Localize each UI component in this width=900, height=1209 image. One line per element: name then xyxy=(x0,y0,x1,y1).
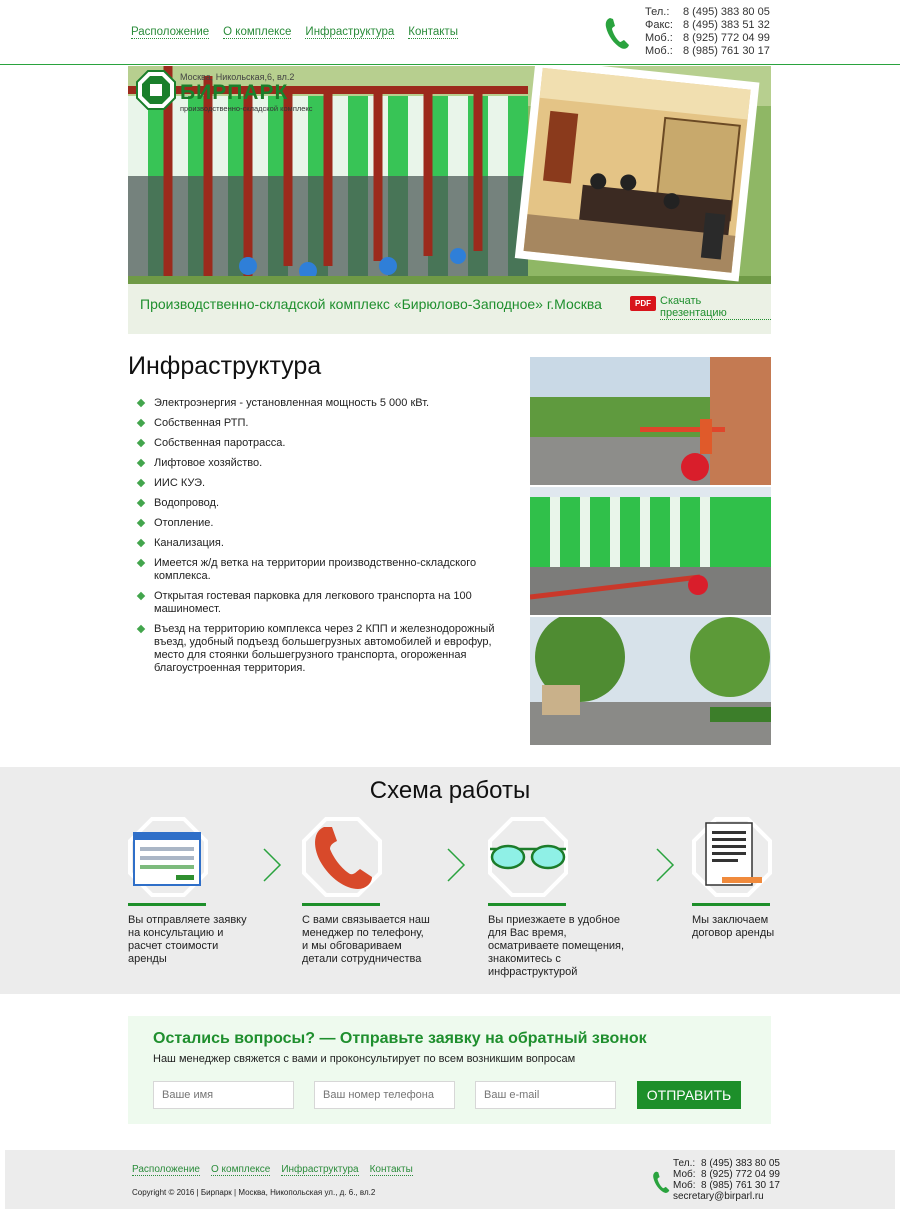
bullet-icon xyxy=(137,559,145,567)
chevron-right-icon xyxy=(446,847,466,883)
footer-nav-infrastructure[interactable]: Инфраструктура xyxy=(281,1164,359,1175)
bullet-icon xyxy=(137,439,145,447)
step-underline xyxy=(128,903,206,906)
name-input[interactable] xyxy=(153,1081,294,1109)
callback-subtitle: Наш менеджер свяжется с вами и проконсультирует по всем возникшим вопросам xyxy=(153,1053,576,1065)
footer-nav xyxy=(132,1164,413,1176)
step-underline xyxy=(488,903,566,906)
banner-caption: Производственно-складской комплекс «Бирюлово-Заподное» г.Москва xyxy=(140,296,602,312)
logo-address: Москва, Никольская,6, вл.2 xyxy=(180,72,295,82)
chevron-right-icon xyxy=(655,847,675,883)
work-scheme-section xyxy=(0,767,900,994)
pdf-icon: PDF xyxy=(630,296,656,311)
contract-icon xyxy=(692,817,772,897)
list-item: Электроэнергия - установленная мощность 5 000 кВт. xyxy=(138,397,508,410)
bullet-icon xyxy=(137,479,145,487)
step-3-text: Вы приезжаете в удобное для Вас время, осматриваете помещения, знакомитесь с инфраструктурой xyxy=(488,914,625,978)
phone-icon xyxy=(604,16,630,50)
list-item: Имеется ж/д ветка на территории производственно-складского комплекса. xyxy=(138,557,508,583)
contact-fax: 8 (495) 383 51 32 xyxy=(683,19,770,31)
logo-subtitle: производственно-складской комплекс xyxy=(180,104,313,113)
telephone-icon xyxy=(302,817,382,897)
download-presentation-link[interactable]: Скачать презентацию xyxy=(660,295,771,320)
list-item: Канализация. xyxy=(138,537,508,550)
callback-form xyxy=(128,1016,771,1124)
phone-icon xyxy=(652,1169,670,1195)
list-item: Въезд на территорию комплекса через 2 КПП и железнодорожный въезд, удобный подъезд большегрузных автомобилей и еврофур, место для стоянки большегрузного транспорта, огороженная благоустроенная территория. xyxy=(138,623,508,675)
contact-label: Моб: xyxy=(673,1169,696,1180)
bullet-icon xyxy=(137,539,145,547)
site-footer xyxy=(5,1150,895,1209)
contact-mobile[interactable]: 8 (985) 761 30 17 xyxy=(683,45,770,57)
contact-mobile[interactable]: 8 (925) 772 04 99 xyxy=(701,1169,780,1180)
phone-input[interactable] xyxy=(314,1081,455,1109)
nav-infrastructure[interactable]: Инфраструктура xyxy=(305,26,395,38)
submit-button[interactable]: ОТПРАВИТЬ xyxy=(637,1081,741,1109)
page-title: Инфраструктура xyxy=(128,352,322,380)
banner-caption-bar xyxy=(128,284,771,334)
step-4-text: Мы заключаем договор аренды xyxy=(692,914,775,939)
footer-nav-location[interactable]: Расположение xyxy=(132,1164,200,1175)
main-nav xyxy=(131,26,458,39)
section-title: Схема работы xyxy=(369,777,531,804)
contact-phone[interactable]: 8 (495) 383 80 05 xyxy=(701,1158,780,1169)
form-icon xyxy=(128,817,208,897)
glasses-icon xyxy=(488,817,568,897)
list-item: ИИС КУЭ. xyxy=(138,477,508,490)
contact-mobile[interactable]: 8 (925) 772 04 99 xyxy=(683,32,770,44)
step-underline xyxy=(302,903,380,906)
contact-label: Моб.: xyxy=(645,32,673,44)
contact-label: Моб: xyxy=(673,1180,696,1191)
step-2-text: С вами связывается наш менеджер по телефону, и мы обговариваем детали сотрудничества xyxy=(302,914,430,965)
list-item: Водопровод. xyxy=(138,497,508,510)
step-1-text: Вы отправляете заявку на консультацию и расчет стоимости аренды xyxy=(128,914,247,965)
list-item: Собственная паротрасса. xyxy=(138,437,508,450)
contact-label: Тел.: xyxy=(645,6,670,18)
photo-checkpoint[interactable] xyxy=(530,357,771,485)
nav-about[interactable]: О комплексе xyxy=(223,26,292,38)
footer-nav-about[interactable]: О комплексе xyxy=(210,1164,271,1175)
bullet-icon xyxy=(137,499,145,507)
contact-email[interactable]: secretary@birparl.ru xyxy=(673,1191,764,1202)
footer-contacts xyxy=(673,1158,780,1202)
logo-name: БИРПАРК xyxy=(180,81,289,104)
bullet-icon xyxy=(137,592,145,600)
bullet-icon xyxy=(137,419,145,427)
bullet-icon xyxy=(137,459,145,467)
copyright: Copyright © 2016 | Бирпарк | Москва, Никопольская ул., д. 6., вл.2 xyxy=(132,1188,376,1197)
step-underline xyxy=(692,903,770,906)
list-item: Отопление. xyxy=(138,517,508,530)
logo-mark-icon xyxy=(136,70,176,110)
list-item: Собственная РТП. xyxy=(138,417,508,430)
bullet-icon xyxy=(137,399,145,407)
site-header xyxy=(0,0,900,65)
bullet-icon xyxy=(137,625,145,633)
header-contacts xyxy=(645,6,770,58)
infrastructure-list xyxy=(138,397,508,682)
infrastructure-photos xyxy=(530,357,771,747)
contact-label: Тел.: xyxy=(673,1158,696,1169)
contact-phone[interactable]: 8 (495) 383 80 05 xyxy=(683,6,770,18)
callback-title: Остались вопросы? — Отправьте заявку на обратный звонок xyxy=(153,1030,647,1047)
email-input[interactable] xyxy=(475,1081,616,1109)
list-item: Открытая гостевая парковка для легкового транспорта на 100 машиномест. xyxy=(138,590,508,616)
photo-building[interactable] xyxy=(530,487,771,615)
contact-mobile[interactable]: 8 (985) 761 30 17 xyxy=(701,1180,780,1191)
footer-nav-contacts[interactable]: Контакты xyxy=(369,1164,413,1175)
contact-label: Моб.: xyxy=(645,45,673,57)
contact-label: Факс: xyxy=(645,19,673,31)
photo-gatehouse[interactable] xyxy=(530,617,771,745)
logo[interactable] xyxy=(136,70,326,114)
hero-banner xyxy=(128,66,771,334)
nav-contacts[interactable]: Контакты xyxy=(408,26,458,38)
bullet-icon xyxy=(137,519,145,527)
nav-location[interactable]: Расположение xyxy=(131,26,210,38)
chevron-right-icon xyxy=(262,847,282,883)
list-item: Лифтовое хозяйство. xyxy=(138,457,508,470)
